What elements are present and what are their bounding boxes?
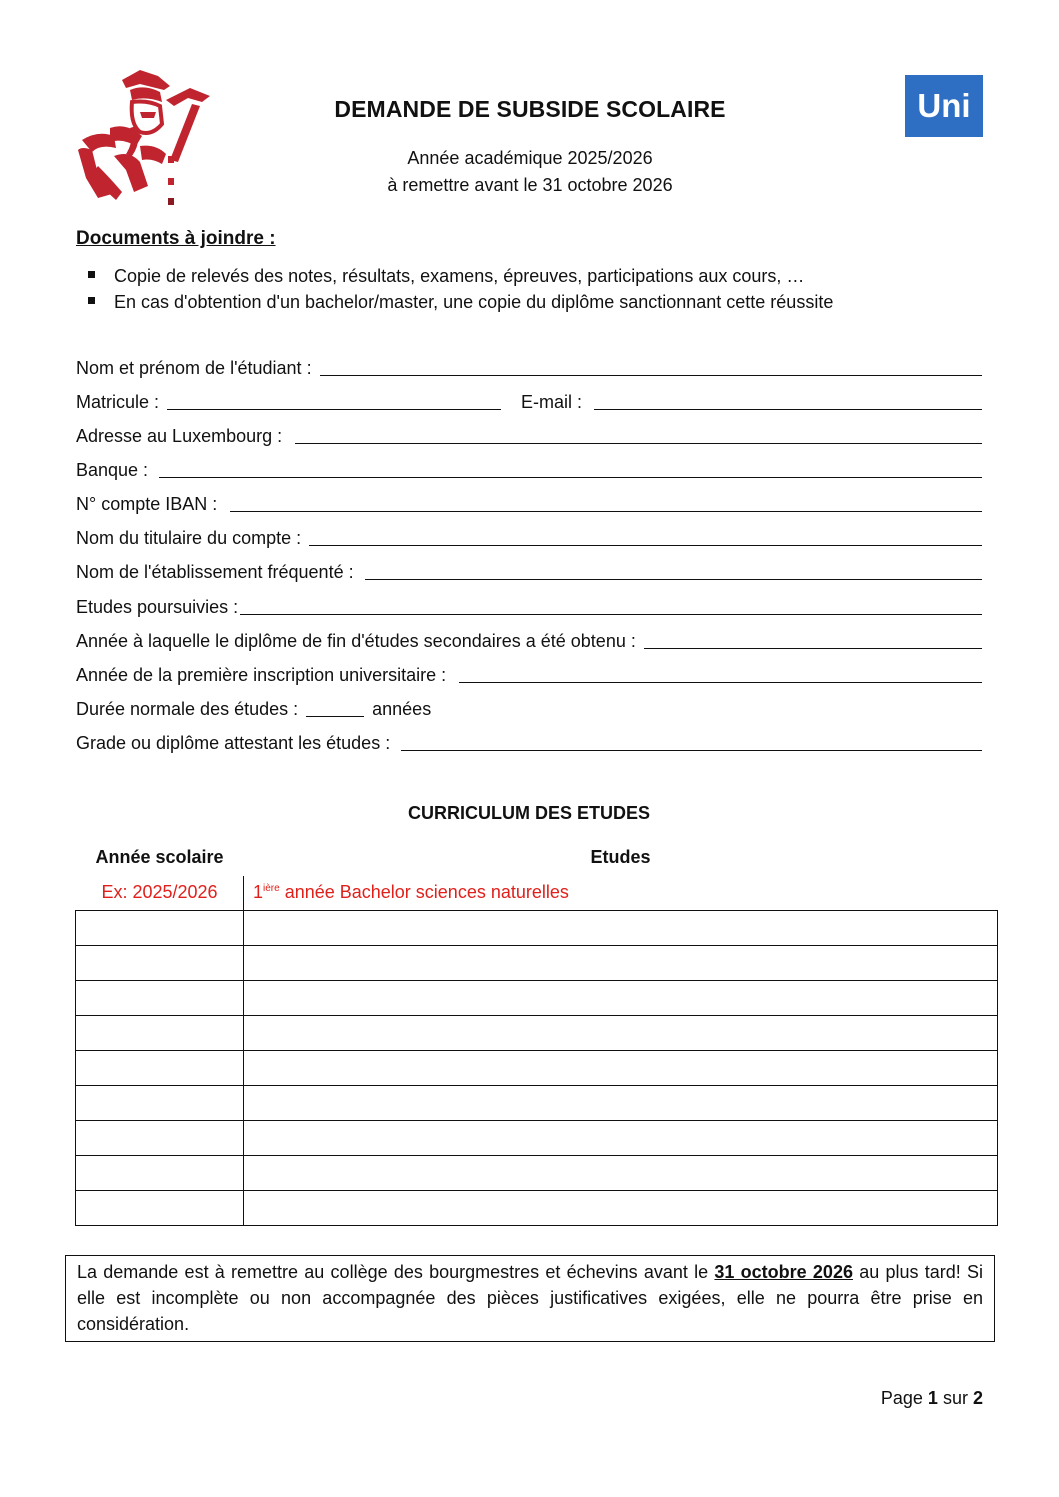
normal-duration-field[interactable] [306,696,364,717]
example-year: Ex: 2025/2026 [101,882,218,902]
municipality-logo-icon [70,66,220,212]
student-name-field[interactable] [320,355,982,376]
address-label: Adresse au Luxembourg : [76,426,283,446]
form-row-matricule-email [76,387,982,413]
bullet-square-icon [88,271,95,278]
year-cell[interactable] [76,1121,244,1156]
studies-label: Etudes poursuivies : [76,597,239,617]
list-item [88,292,833,313]
table-row [76,946,998,981]
studies-cell[interactable] [244,1191,998,1226]
degree-label: Grade ou diplôme attestant les études : [76,733,391,753]
year-cell[interactable] [76,911,244,946]
institution-field[interactable] [365,559,982,580]
table-row [76,1016,998,1051]
year-cell[interactable] [76,946,244,981]
studies-cell[interactable] [244,1086,998,1121]
secondary-diploma-year-field[interactable] [644,628,982,649]
bank-field[interactable] [159,457,982,478]
institution-label: Nom de l'établissement fréquenté : [76,562,354,582]
iban-label: N° compte IBAN : [76,494,218,514]
studies-cell[interactable] [244,946,998,981]
notice-deadline-date: 31 octobre 2026 [714,1262,853,1282]
studies-cell[interactable] [244,1016,998,1051]
example-ordinal: 1 [253,882,264,902]
documents-heading: Documents à joindre : [76,228,276,249]
matricule-label: Matricule : [76,392,160,412]
student-name-label: Nom et prénom de l'étudiant : [76,358,312,378]
secondary-diploma-year-label: Année à laquelle le diplôme de fin d'études secondaires a été obtenu : [76,631,636,651]
year-cell[interactable] [76,981,244,1016]
curriculum-heading: CURRICULUM DES ETUDES [407,803,650,823]
year-cell[interactable] [76,1016,244,1051]
notice-text-before: La demande est à remettre au collège des bourgmestres et échevins avant le [77,1262,715,1282]
first-enrollment-year-label: Année de la première inscription universitaire : [76,665,447,685]
form-row-secondary-diploma-year [76,626,982,652]
year-cell[interactable] [76,1086,244,1121]
year-cell[interactable] [76,1051,244,1086]
first-enrollment-year-field[interactable] [459,662,982,683]
column-header-year: Année scolaire [95,847,224,867]
studies-cell[interactable] [244,911,998,946]
example-ordinal-suffix: ière [263,883,280,894]
table-row [76,1051,998,1086]
table-row [76,1191,998,1226]
example-studies [253,882,569,903]
form-row-institution [76,557,982,583]
year-cell[interactable] [76,1156,244,1191]
form-row-student-name [76,353,982,379]
form-row-studies [76,592,982,618]
form-row-first-enrollment-year [76,660,982,686]
example-studies-text: année Bachelor sciences naturelles [279,882,569,902]
studies-cell[interactable] [244,1051,998,1086]
example-divider [243,876,244,911]
page-word: Page [880,1388,923,1408]
studies-cell[interactable] [244,1156,998,1191]
account-holder-label: Nom du titulaire du compte : [76,528,302,548]
table-row [76,911,998,946]
studies-cell[interactable] [244,981,998,1016]
academic-year: Année académique 2025/2026 [407,148,653,168]
normal-duration-unit: années [372,699,432,719]
curriculum-table [75,910,998,1226]
column-header-studies: Etudes [590,847,651,867]
studies-cell[interactable] [244,1121,998,1156]
normal-duration-label: Durée normale des études : [76,699,299,719]
page-of-word: sur [942,1388,968,1408]
form-row-bank [76,455,982,481]
year-cell[interactable] [76,1191,244,1226]
submission-notice [65,1255,995,1342]
account-holder-field[interactable] [309,525,982,546]
table-row [76,1121,998,1156]
notice-text-after: au plus tard! Si elle est incomplète ou non accompagnée des pièces justificatives exigées, elle ne pourra être prise en considération. [77,1262,983,1334]
table-row [76,1086,998,1121]
bullet-square-icon [88,297,95,304]
page-title: DEMANDE DE SUBSIDE SCOLAIRE [334,96,726,122]
bank-label: Banque : [76,460,149,480]
studies-field[interactable] [240,594,982,615]
form-row-normal-duration [76,694,982,720]
form-row-degree [76,728,982,754]
form-row-address [76,421,982,447]
list-item [88,266,804,287]
email-field[interactable] [594,389,982,410]
document-item-text: En cas d'obtention d'un bachelor/master, une copie du diplôme sanctionnant cette réussite [114,292,834,312]
degree-field[interactable] [401,730,982,751]
table-row [76,1156,998,1191]
email-label: E-mail : [521,392,583,412]
page-number [881,1388,983,1409]
table-row [76,981,998,1016]
page-total: 2 [972,1388,983,1408]
page-current: 1 [927,1388,938,1408]
document-item-text: Copie de relevés des notes, résultats, examens, épreuves, participations aux cours, … [114,266,805,286]
form-row-account-holder [76,523,982,549]
address-field[interactable] [295,423,982,444]
iban-field[interactable] [230,491,982,512]
form-row-iban [76,489,982,515]
matricule-field[interactable] [167,389,501,410]
uni-badge: Uni [905,75,983,137]
submission-deadline: à remettre avant le 31 octobre 2026 [387,175,673,195]
